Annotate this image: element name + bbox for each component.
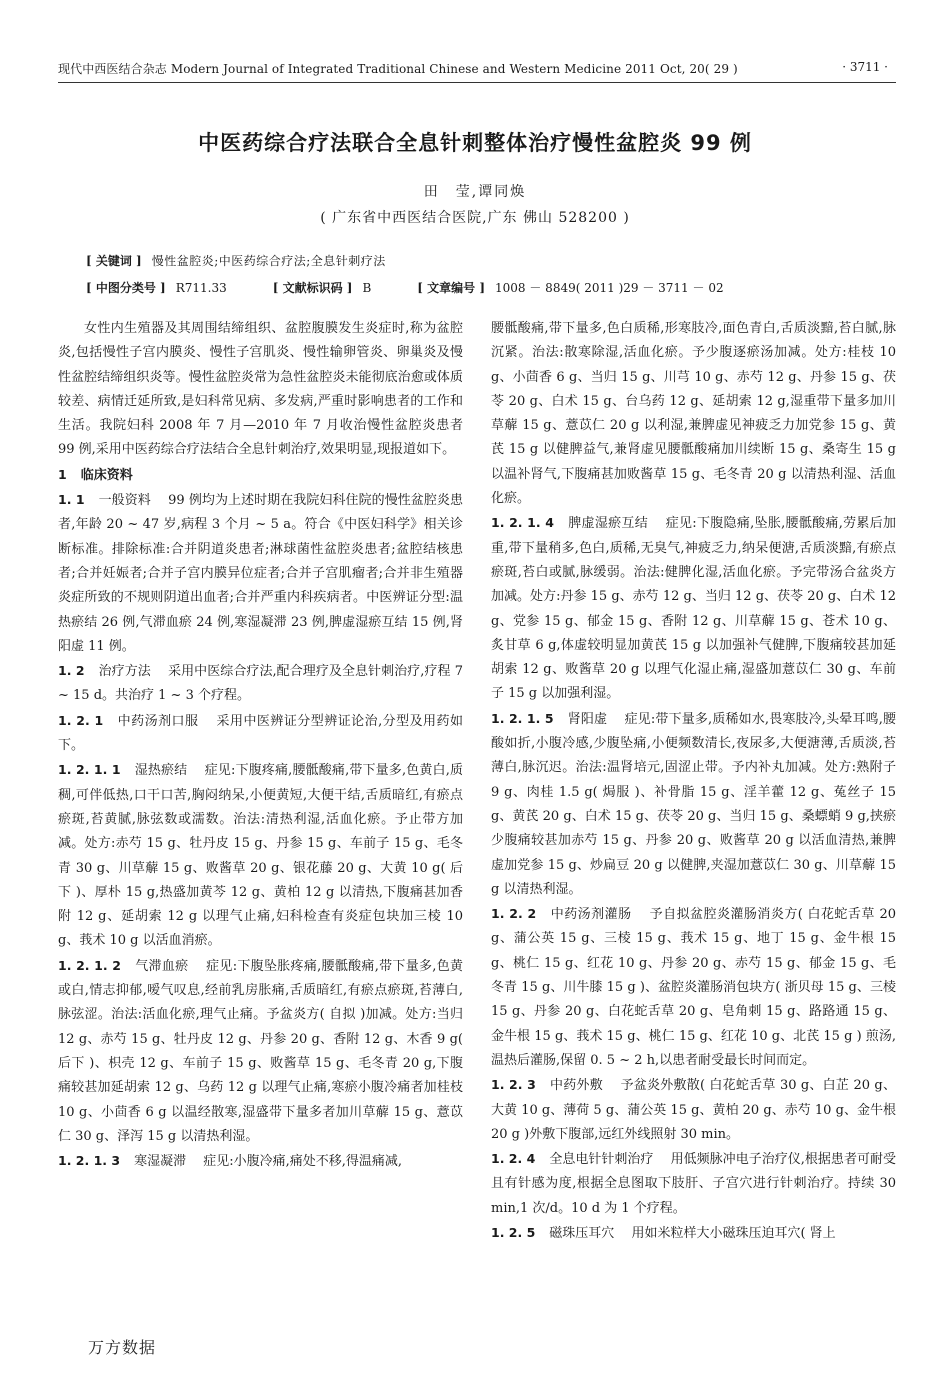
article-number-value: 1008 － 8849( 2011 )29 － 3711 － 02 [495,281,724,295]
section-number: 1. 2. 1. 5 [491,710,554,726]
section-text: 用低频脉冲电子治疗仪,根据患者可耐受且有针感为度,根据全息图取下肢肝、子宫穴进行针刺治疗。持续 30 min,1 次/d。10 d 为 1 个疗程。 [491,1152,896,1216]
section-number: 1. 2. 5 [491,1224,536,1240]
section-1-2 [58,659,463,709]
section-title: 肾阳虚 [567,711,608,727]
section-number: 1. 2. 4 [491,1151,536,1167]
author-affiliation: ( 广东省中西医结合医院,广东 佛山 528200 ) [320,210,630,226]
continued-paragraph: 腰骶酸痛,带下量多,色白质稀,形寒肢冷,面色青白,舌质淡黯,苔白腻,脉沉紧。治法:散寒除湿,活血化瘀。予少腹逐瘀汤加减。处方:桂枝 10 g、小茴香 6 g、当归 15 g、川芎 10 g、赤芍 12 g、丹参 15 g、茯苓 20 g、白术 15 g、台乌药 12 g、延胡索 12 g,湿重带下量多加川草薢 15 g、薏苡仁 20 g 以利湿,兼脾虚见神疲乏力加党参 15 g、黄芪 15 g 以健脾益气,兼肾虚见腰骶酸痛加川续断 15 g、桑寄生 15 g 以温补肾气,下腹痛甚加败酱草 15 g、毛冬青 20 g 以清热利湿、活血化瘀。 [491,321,896,507]
article-title: 中医药综合疗法联合全息针刺整体治疗慢性盆腔炎 99 例 [198,131,752,155]
article-number-label: [ 文章编号 ] [417,281,486,295]
section-1-2-1-4 [491,511,896,706]
right-column [491,317,896,1246]
section-1-1 [58,488,463,659]
section-title: 治疗方法 [98,664,151,680]
section-1-2-1-1 [58,758,463,953]
section-text: 予自拟盆腔炎灌肠消炎方( 白花蛇舌草 20 g、蒲公英 15 g、三棱 15 g、莪术 15 g、地丁 15 g、金牛根 15 g、桃仁 15 g、红花 10 g、丹参 20 g、赤芍 15 g、郁金 15 g、毛冬青 15 g、川牛膝 15 g )、盆腔炎灌肠消包块方( 浙贝母 15 g、三棱 15 g、丹参 20 g、白花蛇舌草 20 g、皂角刺 15 g、路路通 15 g、金牛根 15 g、莪术 15 g、桃仁 15 g、红花 10 g、北芪 15 g ) 煎汤,温热后灌肠,保留 0. 5 ~ 2 h,以患者耐受最长时间而定。 [491,907,896,1068]
keywords-label: [ 关键词 ] [86,254,142,268]
section-title: 中药汤剂口服 [117,713,199,729]
section-title: 湿热瘀结 [134,763,188,779]
section-text: 症见:下腹坠胀疼痛,腰骶酸痛,带下量多,色黄或白,情志抑郁,嗳气叹息,经前乳房胀痛,舌质暗红,有瘀点瘀斑,苔薄白,脉弦涩。治法:活血化瘀,理气止痛。予盆炎方( 自拟 )加减。处方:当归 12 g、赤芍 15 g、牡丹皮 12 g、丹参 20 g、香附 12 g、木香 9 g( 后下 )、枳壳 12 g、车前子 15 g、败酱草 15 g、毛冬青 20 g,下腹痛较甚加延胡索 12 g、乌药 12 g 以理气止痛,寒瘀小腹冷痛者加桂枝 10 g、小茴香 6 g 以温经散寒,湿盛带下量多者加川草薢 15 g、薏苡仁 30 g、泽泻 15 g 以清热利湿。 [58,958,463,1144]
section-1-2-1-5 [491,707,896,902]
section-number: 1. 1 [58,492,85,508]
section-text: 予盆炎外敷散( 白花蛇舌草 30 g、白芷 20 g、大黄 10 g、薄荷 5 g、蒲公英 15 g、黄柏 20 g、赤芍 10 g、金牛根 20 g )外敷下腹部,远红外线照射 30 min。 [491,1078,896,1142]
section-title: 磁珠压耳穴 [549,1225,615,1241]
section-title: 中药外敷 [549,1078,603,1094]
journal-citation: 现代中西医结合杂志 Modern Journal of Integrated Traditional Chinese and Western Medicine 2011 Oct, 20( 29 ) [58,62,738,76]
section-text: 99 例均为上述时期在我院妇科住院的慢性盆腔炎患者,年龄 20 ~ 47 岁,病程 3 个月 ~ 5 a。符合《中医妇科学》相关诊断标准。排除标准:合并阴道炎患者;淋球菌性盆腔炎患者;盆腔结核患者;合并妊娠者;合并子宫内膜异位症者;合并子宫肌瘤者;合并非生殖器炎症所致的不规则阴道出血者;合并严重内科疾病者。中医辨证分型:温热瘀结 26 例,气滞血瘀 24 例,寒湿凝滞 23 例,脾虚湿瘀互结 15 例,肾阳虚 11 例。 [58,493,463,654]
section-title: 一般资料 [98,493,151,509]
left-column [58,317,463,1174]
section-1-2-1-3 [58,1149,463,1174]
section-1-2-2 [491,902,896,1073]
section-1-2-4 [491,1147,896,1221]
keywords-value: 慢性盆腔炎;中医药综合疗法;全息针刺疗法 [151,254,386,268]
page-number: · 3711 · [842,60,888,74]
clc-label: [ 中图分类号 ] [86,281,166,295]
classification-line [86,279,724,296]
section-number: 1. 2. 1. 3 [58,1153,121,1169]
doc-code-value: B [362,281,372,295]
wanfang-watermark: 万方数据 [88,1338,157,1357]
section-text: 症见:下腹隐痛,坠胀,腰骶酸痛,劳累后加重,带下量稍多,色白,质稀,无臭气,神疲乏力,纳呆便溏,舌质淡黯,有瘀点瘀斑,苔白或腻,脉缓弱。治法:健脾化湿,活血化瘀。予完带汤合盆炎方加减。处方:丹参 15 g、赤芍 12 g、当归 12 g、茯苓 20 g、白术 12 g、党参 15 g、郁金 15 g、香附 12 g、川草薢 15 g、苍术 10 g、炙甘草 6 g,体虚较明显加黄芪 15 g 以加强补气健脾,下腹痛较甚加延胡索 12 g、败酱草 20 g 以理气化湿止痛,湿盛加薏苡仁 30 g、车前子 15 g 以加强利湿。 [491,516,896,702]
section-title: 临床资料 [80,467,133,483]
section-number: 1. 2. 1 [58,712,104,728]
section-1-heading [58,463,463,488]
clc-value: R711.33 [175,281,227,295]
section-title: 脾虚湿瘀互结 [567,516,648,532]
section-number: 1 [58,466,67,482]
section-number: 1. 2. 1. 4 [491,515,554,531]
section-text: 采用中医辨证分型辨证论治,分型及用药如下。 [58,713,463,754]
section-number: 1. 2. 3 [491,1077,536,1093]
section-text: 症见:下腹疼痛,腰骶酸痛,带下量多,色黄白,质稠,可伴低热,口干口苦,胸闷纳呆,小便黄短,大便干结,舌质暗红,有瘀点瘀斑,苔黄腻,脉弦数或濡数。治法:清热利湿,活血化瘀。予止带方加减。处方:赤芍 15 g、牡丹皮 15 g、丹参 15 g、车前子 15 g、毛冬青 30 g、川草薢 15 g、败酱草 20 g、银花藤 20 g、大黄 10 g( 后下 )、厚朴 15 g,热盛加黄芩 12 g、黄柏 12 g 以清热,下腹痛甚加香附 12 g、延胡索 12 g 以理气止痛,妇科检查有炎症包块加三棱 10 g、莪术 10 g 以活血消瘀。 [58,763,463,949]
doc-code-label: [ 文献标识码 ] [272,281,353,295]
section-number: 1. 2. 2 [491,906,537,922]
section-1-2-5 [491,1221,896,1246]
section-text: 症见:小腹冷痛,痛处不移,得温痛减, [203,1154,403,1170]
running-header [58,52,896,78]
intro-paragraph: 女性内生殖器及其周围结缔组织、盆腔腹膜发生炎症时,称为盆腔炎,包括慢性子宫内膜炎、慢性子宫肌炎、慢性输卵管炎、卵巢炎及慢性盆腔结缔组织炎等。慢性盆腔炎常为急性盆腔炎未能彻底治愈或体质较差、病情迁延所致,是妇科常见病、多发病,严重时影响患者的工作和生活。我院妇科 2008 年 7 月—2010 年 7 月收治慢性盆腔炎患者 99 例,采用中医药综合疗法结合全息针刺治疗,效果明显,现报道如下。 [58,321,463,458]
section-text: 症见:带下量多,质稀如水,畏寒肢冷,头晕耳鸣,腰酸如折,小腹冷感,少腹坠痛,小便频数清长,夜尿多,大便溏薄,舌质淡,苔薄白,脉沉迟。治法:温肾培元,固涩止带。予内补丸加减。处方:熟附子 9 g、肉桂 1.5 g( 焗服 )、补骨脂 15 g、淫羊藿 12 g、菟丝子 15 g、黄芪 20 g、白术 15 g、茯苓 20 g、当归 15 g、桑螵蛸 9 g,挟瘀少腹痛较甚加赤芍 15 g、丹参 20 g、败酱草 20 g 以活血清热,兼脾虚加党参 15 g、炒扁豆 20 g 以健脾,夹湿加薏苡仁 30 g、川草薢 15 g 以清热利湿。 [491,711,896,897]
keywords-line [86,252,386,269]
section-1-2-1 [58,709,463,759]
section-number: 1. 2 [58,663,85,679]
section-1-2-1-2 [58,954,463,1149]
section-title: 全息电针针刺治疗 [549,1152,654,1168]
section-number: 1. 2. 1. 2 [58,957,121,973]
section-text: 采用中医综合疗法,配合理疗及全息针刺治疗,疗程 7 ~ 15 d。共治疗 1 ~ 3 个疗程。 [58,664,464,704]
header-divider [58,82,896,83]
article-authors: 田 莹,谭同焕 [423,184,527,200]
section-title: 气滞血瘀 [134,958,189,974]
section-text: 用如米粒样大小磁珠压迫耳穴( 肾上 [631,1225,836,1241]
section-1-2-3 [491,1073,896,1147]
section-title: 中药汤剂灌肠 [550,907,632,923]
section-title: 寒湿凝滞 [134,1154,187,1170]
section-number: 1. 2. 1. 1 [58,762,121,778]
